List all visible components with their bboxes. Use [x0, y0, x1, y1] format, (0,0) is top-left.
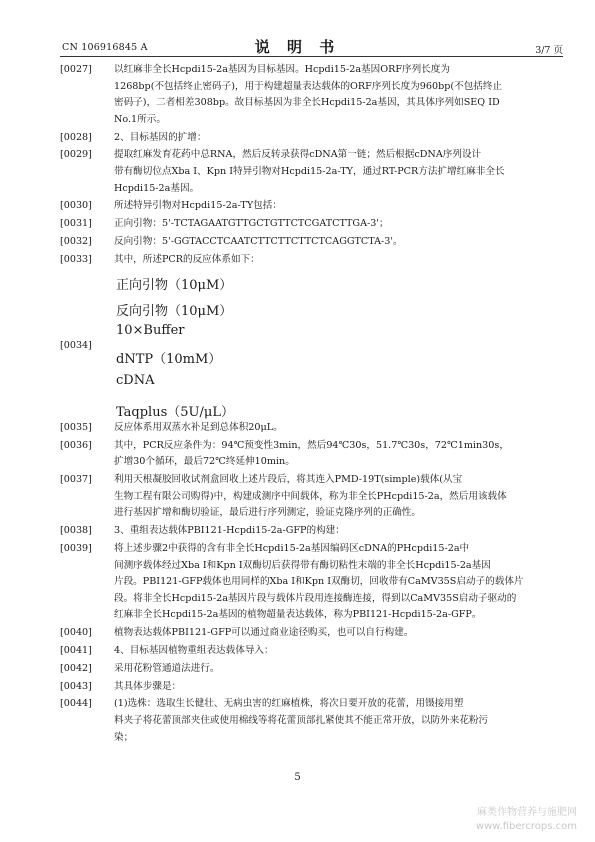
paragraph-number: [0043]	[60, 680, 92, 692]
paragraph-number: [0044]	[60, 698, 92, 710]
paragraph-line: 密码子)，二者相差308bp。故目标基因为非全长Hcpdi15-2a基因，其具体序列如SEQ ID	[114, 97, 500, 109]
paragraph-line: 其具体步骤是：	[114, 680, 182, 692]
paragraph-line: 扩增30个循环，最后72℃终延伸10min。	[114, 456, 295, 468]
paragraph-line: 进行基因扩增和酶切验证，最后进行序列测定，验证克隆序列的正确性。	[114, 507, 421, 519]
paragraph-line: 其中，PCR反应条件为：94℃预变性3min，然后94℃30s，51.7℃30s，72℃1min30s，	[114, 439, 509, 451]
paragraph-number: [0042]	[60, 662, 92, 674]
paragraph-line: 3、重组表达载体PBI121-Hcpdi15-2a-GFP的构建：	[114, 525, 345, 537]
reagent-label: 10×Buffer	[116, 323, 185, 338]
paragraph-line: 反向引物：5'-GGTACCTCAATCTTCTTCTTCTCAGGTCTA-3'。	[114, 236, 403, 247]
paragraph-number: [0038]	[60, 525, 92, 537]
watermark	[476, 806, 577, 834]
paragraph-number: [0029]	[60, 149, 92, 161]
paragraph-number: [0035]	[60, 422, 92, 433]
patent-number: CN 106916845 A	[62, 42, 148, 53]
reagent-label: 反向引物（10μM）	[116, 304, 233, 319]
paragraph-number: [0037]	[60, 474, 92, 486]
paragraph-line: (1)选株：选取生长健壮、无病虫害的红麻植株，将次日要开放的花蕾，用镊接用塑	[114, 698, 464, 710]
paragraph-number: [0036]	[60, 439, 92, 451]
paragraph-line: No.1所示。	[114, 113, 166, 125]
document-title: 说 明 书	[254, 38, 341, 56]
paragraph-line: 生物工程有限公司购得)中，构建成测序中间载体，称为非全长PHcpdi15-2a，然后用该载体	[114, 490, 507, 502]
paragraph-number: [0034]	[60, 340, 92, 351]
paragraph-line: 所述特异引物对Hcpdi15-2a-TY包括：	[114, 200, 282, 212]
paragraph-line: 正向引物：5'-TCTAGAATGTTGCTGTTCTCGATCTTGA-3'；	[114, 218, 389, 230]
paragraph-line: 片段。PBI121-GFP载体也用同样的Xba I和Kpn I双酶切，回收带有CaMV35S启动子的载体片	[114, 576, 524, 588]
paragraph-number: [0030]	[60, 200, 92, 212]
watermark-url: www.fibercrops.com	[475, 821, 577, 832]
paragraph-number: [0033]	[60, 253, 92, 265]
paragraph-line: 带有酶切位点Xba I、Kpn I特异引物对Hcpdi15-2a-TY，通过RT-PCR方法扩增红麻非全长	[114, 165, 505, 177]
reagent-label: 正向引物（10μM）	[116, 278, 233, 293]
paragraph-line: 采用花粉管通道法进行。	[114, 662, 220, 674]
paragraph-number: [0040]	[60, 627, 92, 639]
paragraph-line: 染；	[114, 731, 134, 743]
page-indicator: 3/7 页	[535, 45, 563, 56]
paragraph-line: 料夹子将花蕾顶部夹住或使用棉线等将花蕾顶部扎紧使其不能正常开放，以防外来花粉污	[114, 714, 489, 726]
reagent-label: dNTP（10mM）	[116, 352, 222, 367]
paragraph-line: Hcpdi15-2a基因。	[114, 182, 200, 194]
reagent-label: Taqplus（5U/μL）	[116, 405, 234, 420]
paragraph-line: 间测序载体经过Xba I和Kpn I双酶切后获得带有酶切粘性末端的非全长Hcpdi15-2a基因	[114, 559, 491, 571]
paragraph-line: 其中，所述PCR的反应体系如下：	[114, 253, 260, 265]
header-divider	[60, 56, 563, 57]
paragraph-line: 2、目标基因的扩增：	[114, 131, 207, 143]
paragraph-line: 4、目标基因植物重组表达载体导入：	[114, 645, 274, 656]
paragraph-line: 将上述步骤2中获得的含有非全长Hcpdi15-2a基因编码区cDNA的PHcpdi15-2a中	[114, 543, 470, 554]
paragraph-number: [0041]	[60, 645, 92, 656]
paragraph-line: 段。将非全长Hcpdi15-2a基因片段与载体片段用连接酶连接，得到以CaMV35S启动子驱动的	[114, 592, 517, 604]
paragraph-line: 红麻非全长Hcpdi15-2a基因的植物超量表达载体，称为PBI121-Hcpdi15-2a-GFP。	[114, 609, 482, 621]
paragraph-number: [0028]	[60, 131, 92, 143]
watermark-site-name: 麻类作物营养与施肥网	[477, 807, 577, 818]
paragraph-number: [0027]	[60, 64, 92, 75]
paragraph-number: [0039]	[60, 543, 92, 554]
reagent-label: cDNA	[116, 373, 155, 388]
paragraph-line: 1268bp(不包括终止密码子)，用于构建超量表达载体的ORF序列长度为960bp(不包括终止	[114, 80, 503, 92]
paragraph-line: 提取红麻发育花药中总RNA，然后反转录获得cDNA第一链；然后根据cDNA序列设计	[114, 149, 482, 161]
paragraph-line: 以红麻非全长Hcpdi15-2a基因为目标基因。Hcpdi15-2a基因ORF序列长度为	[114, 64, 450, 75]
page-number: 5	[294, 772, 301, 783]
paragraph-line: 植物表达载体PBI121-GFP可以通过商业途径购买，也可以自行构建。	[114, 627, 414, 639]
paragraph-number: [0031]	[60, 218, 92, 230]
paragraph-line: 利用天根凝胶回收试剂盒回收上述片段后，将其连入PMD-19T(simple)载体(从宝	[114, 474, 463, 486]
paragraph-line: 反应体系用双蒸水补足到总体积20μL。	[114, 422, 283, 433]
paragraph-number: [0032]	[60, 236, 92, 247]
